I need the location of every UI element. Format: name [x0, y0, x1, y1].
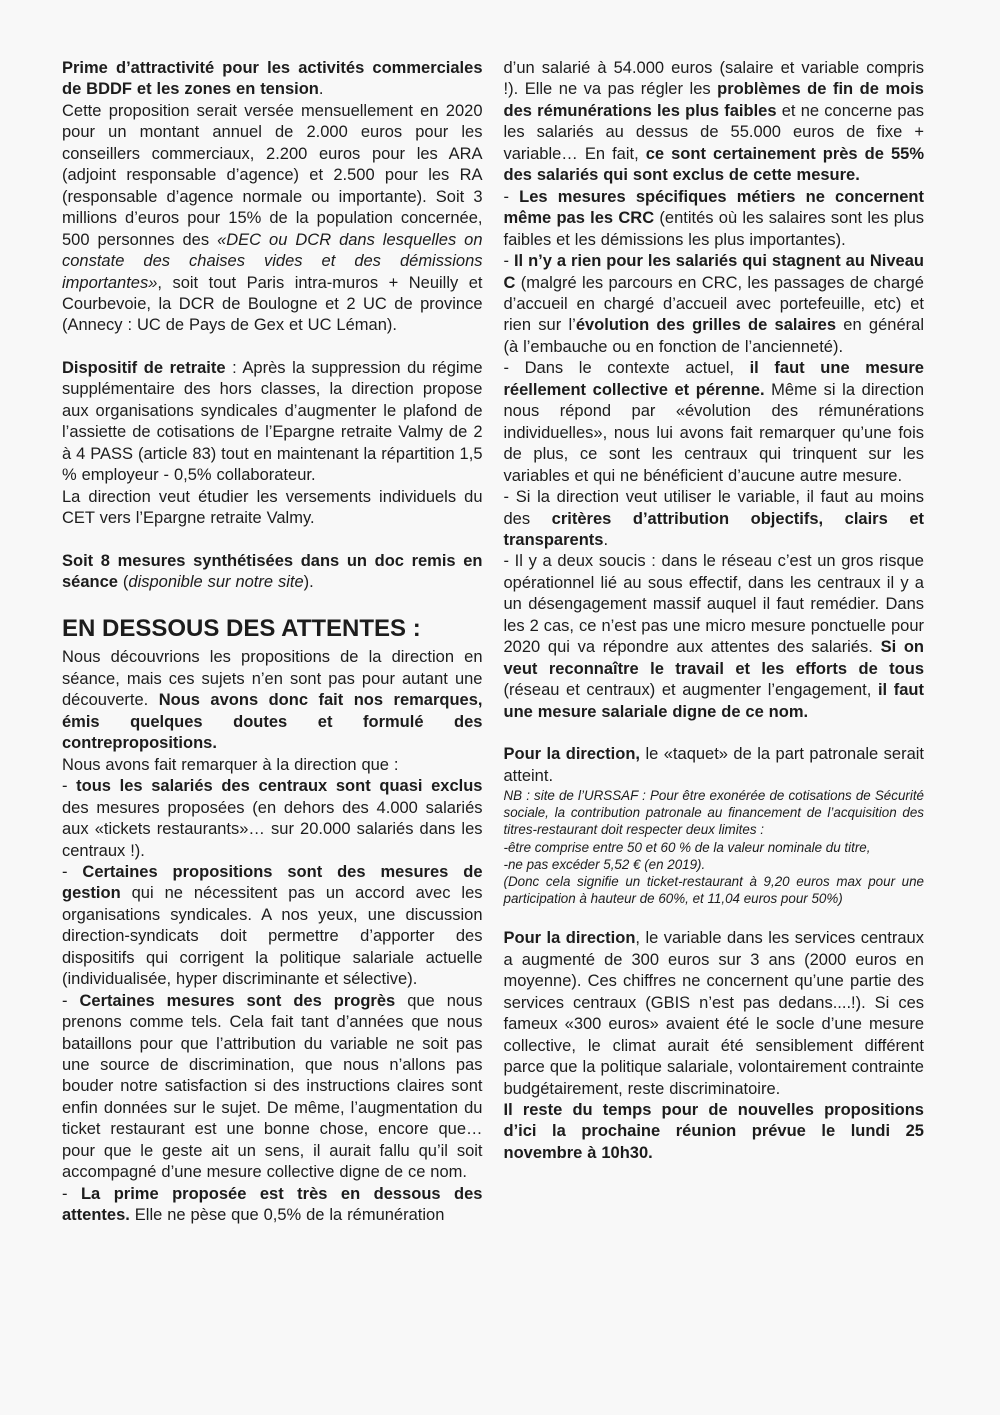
text-run: , soit tout Paris intra-muros + Neuilly et Courbevoie, la DCR de Boulogne et 2 UC de province (Annecy : UC de Pays de Gex et UC Léman). — [62, 273, 483, 335]
paragraph — [62, 1184, 483, 1227]
text-run: , le variable dans les services centraux a augmenté de 300 euros sur 3 ans (2000 euros en moyenne). Ces chiffres ne concernent qu’une partie des services centraux (GBIS n’est pas dedans....!). Si ces fameux «300 euros» avaient été le socle d’une mesure collective, le climat aurait été sensiblement différent parce que la politique salariale, volontairement contrainte budgétairement, reste discriminatoire. — [503, 929, 924, 1098]
paragraph — [504, 251, 925, 358]
text-run: (réseau et centraux) et augmenter l’engagement, — [503, 681, 878, 700]
right-column — [504, 58, 925, 1164]
text-run: Elle ne pèse que 0,5% de la rémunération — [129, 1206, 445, 1225]
paragraph — [504, 187, 925, 251]
paragraph-spacer — [504, 723, 925, 744]
text-run: il faut une mesure réellement collective et pérenne. — [503, 359, 924, 399]
text-run: - — [62, 991, 80, 1010]
footnote-block — [504, 787, 925, 907]
paragraph — [504, 487, 925, 551]
text-run: La direction veut étudier les versements individuels du CET vers l’Epargne retraite Valmy. — [62, 487, 483, 528]
paragraph — [62, 551, 483, 594]
text-run: Nous découvrions les propositions de la direction en séance, mais ces sujets n’en sont pas pour autant une découverte. — [62, 648, 483, 710]
text-run: Les mesures spécifiques métiers ne concernent même pas les CRC — [503, 187, 924, 228]
text-run: le «taquet» de la part patronale serait atteint. — [503, 745, 925, 785]
text-run: - — [503, 252, 514, 271]
paragraph — [62, 991, 483, 1184]
paragraph — [504, 928, 925, 1100]
text-run: ). — [303, 572, 314, 591]
text-run: Certaines propositions sont des mesures de gestion — [62, 862, 483, 903]
paragraph — [504, 1100, 925, 1164]
text-run: en général (à l’embauche ou en fonction de l’ancienneté). — [503, 316, 924, 356]
paragraph — [504, 744, 925, 787]
text-run: (entités où les salaires sont les plus faibles et les démissions les plus importantes). — [503, 209, 925, 249]
paragraph — [504, 551, 925, 723]
text-run: Cette proposition serait versée mensuellement en 2020 pour un montant annuel de 2.000 euros pour les conseillers commerciaux, 2.200 euros pour les ARA (adjoint responsable d’agence) et 2.500 pour les RA (responsable d’agence normale ou importante). Soit 3 millions d’euros pour 15% de la population concernée, 500 personnes des — [62, 101, 483, 249]
text-run: Dispositif de retraite — [62, 358, 226, 377]
text-run: Pour la direction — [503, 929, 636, 948]
text-run: (malgré les parcours en CRC, les passages de chargé d’accueil en chargé d’accueil avec portefeuille, etc) et rien sur l’ — [503, 273, 924, 335]
text-run: - Si la direction veut utiliser le variable, il faut au moins des — [503, 488, 924, 528]
text-run: Prime d’attractivité pour les activités commerciales de BDDF et les zones en tension — [62, 59, 483, 99]
text-run: qui ne nécessitent pas un accord avec les organisations syndicales. A nos yeux, une discussion direction-syndicats doit permettre d’apporter des dispositifs qui corrigent la politique salariale actuelle (individualisée, hyper discriminante et sélective). — [62, 884, 483, 989]
footnote-line: NB : site de l’URSSAF : Pour être exonérée de cotisations de Sécurité sociale, la contribution patronale au financement de l’acquisition des titres-restaurant doit respecter deux limites : — [503, 787, 924, 838]
text-run: «DEC ou DCR dans lesquelles on constate des chaises vides et des démissions importantes» — [62, 230, 483, 292]
text-run: problèmes de fin de mois des rémunérations les plus faibles — [503, 80, 924, 120]
text-run: Il n’y a rien pour les salariés qui stagnent au Niveau C — [503, 252, 924, 292]
paragraph-spacer — [62, 337, 483, 358]
text-run: Même si la direction nous répond par «évolution des rémunérations individuelles», nous lui avons fait remarquer qu’une fois de plus, ce sont les centraux qui trinquent sur les variables et qui ne bénéficient d’aucune autre mesure. — [503, 380, 925, 485]
paragraph — [62, 58, 483, 101]
paragraph — [504, 58, 925, 187]
text-run: - Dans le contexte actuel, — [503, 359, 750, 378]
text-run: La prime proposée est très en dessous des attentes. — [62, 1184, 483, 1225]
text-run: il faut une mesure salariale digne de ce nom. — [503, 681, 924, 721]
paragraph-spacer — [62, 530, 483, 551]
footnote-line: -être comprise entre 50 et 60 % de la valeur nominale du titre, — [503, 839, 871, 855]
text-run: - — [62, 1184, 81, 1203]
paragraph — [62, 647, 483, 754]
text-run: des mesures proposées (en dehors des 4.000 salariés aux «tickets restaurants»… sur 20.000 salariés dans les centraux !). — [62, 798, 483, 860]
footnote-line: (Donc cela signifie un ticket-restaurant à 9,20 euros max pour une participation à hauteur de 60%, et 11,04 euros pour 50%) — [503, 873, 924, 907]
text-run: et ne concerne pas les salariés au dessus de 55.000 euros de fixe + variable… En fait, — [503, 101, 924, 163]
text-run: - Il y a deux soucis : dans le réseau c’est un gros risque opérationnel lié au sous effectif, dans les centraux il y a un désengagement massif auquel il faut remédier. Dans les 2 cas, ce n’est pas une micro mesure ponctuelle pour 2020 qui va répondre aux attentes des salariés. — [503, 552, 924, 657]
text-run: - — [503, 187, 520, 206]
text-run: ce sont certainement près de 55% des salariés qui sont exclus de cette mesure. — [503, 144, 924, 185]
text-run: Il reste du temps pour de nouvelles propositions d’ici la prochaine réunion prévue le lundi 25 novembre à 10h30. — [503, 1101, 924, 1162]
text-run: ( — [117, 572, 129, 591]
left-column — [62, 58, 483, 1227]
text-run: . — [318, 80, 324, 99]
text-run: Nous avons fait remarquer à la direction que : — [62, 755, 399, 774]
text-run: d’un salarié à 54.000 euros (salaire et variable compris !). Elle ne va pas régler les — [503, 59, 924, 99]
paragraph-spacer — [504, 907, 925, 928]
text-run: évolution des grilles de salaires — [575, 316, 837, 335]
footnote-line: -ne pas excéder 5,52 € (en 2019). — [503, 856, 706, 872]
text-run: tous les salariés des centraux sont quasi exclus — [76, 777, 483, 796]
paragraph — [62, 487, 483, 530]
paragraph — [62, 358, 483, 487]
text-run: Certaines mesures sont des progrès — [79, 991, 396, 1010]
text-run: - — [62, 777, 77, 796]
text-run: que nous prenons comme tels. Cela fait tant d’années que nous bataillons pour que l’attribution du variable ne soit pas une source de discrimination, que nous n’allons pas bouder notre satisfaction si des instructions claires sont enfin données sur le sujet. De même, l’augmentation du ticket restaurant est une bonne chose, encore que… pour que le geste ait un sens, il aurait fallu qu’il soit accompagné d’une mesure collective digne de ce nom. — [62, 991, 483, 1182]
paragraph — [62, 755, 483, 776]
text-run: - — [62, 862, 83, 881]
text-run: Nous avons donc fait nos remarques, émis quelques doutes et formulé des contrepropositions. — [62, 691, 483, 753]
text-run: . — [603, 530, 609, 549]
paragraph — [62, 862, 483, 991]
text-run: : Après la suppression du régime supplémentaire des hors classes, la direction propose aux organisations syndicales d’augmenter le plafond de l’assiette de cotisations de l’Epargne retraite Valmy de 2 à 4 PASS (article 83) tout en maintenant la répartition 1,5 % employeur - 0,5% collaborateur. — [62, 358, 483, 485]
paragraph — [504, 358, 925, 487]
two-column-layout — [62, 58, 924, 1227]
text-run: disponible sur notre site — [128, 572, 304, 591]
paragraph — [62, 776, 483, 862]
paragraph — [62, 101, 483, 337]
section-heading: EN DESSOUS DES ATTENTES : — [62, 615, 421, 643]
text-run: Pour la direction, — [503, 745, 641, 764]
text-run: critères d’attribution objectifs, clairs et transparents — [503, 509, 924, 549]
text-run: Si on veut reconnaître le travail et les efforts de tous — [503, 638, 924, 678]
text-run: Soit 8 mesures synthétisées dans un doc remis en séance — [62, 551, 483, 591]
